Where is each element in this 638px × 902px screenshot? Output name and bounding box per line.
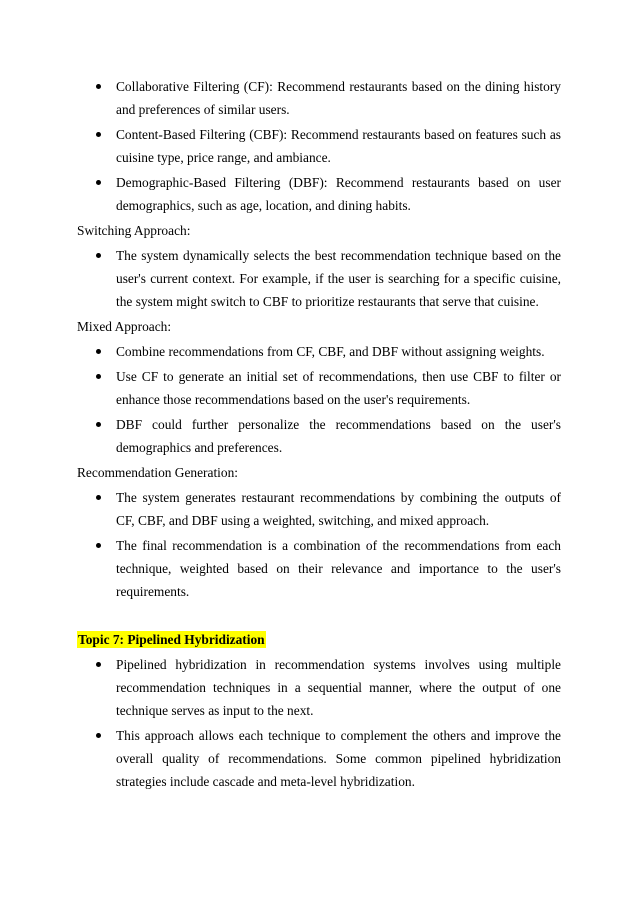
list-item: [77, 413, 561, 459]
bullet-icon: [96, 132, 101, 137]
bullet-icon: [96, 253, 101, 258]
bullet-icon: [96, 180, 101, 185]
list-item: [77, 75, 561, 121]
list-item: [77, 365, 561, 411]
list-item: [77, 340, 561, 363]
bullet-icon: [96, 374, 101, 379]
topic-7-title: Topic 7: Pipelined Hybridization: [78, 632, 265, 647]
list-item: [77, 534, 561, 603]
list-item: [77, 486, 561, 532]
list-item: [77, 171, 561, 217]
list-item-text: This approach allows each technique to complement the others and improve the overall quality of recommendations. Some common pipelined hybridization strategies include cascade and meta-level hybridization.: [116, 728, 561, 789]
bullet-icon: [96, 84, 101, 89]
bullet-icon: [96, 543, 101, 548]
mixed-approach-heading: Mixed Approach:: [77, 319, 172, 334]
list-item-text: Content-Based Filtering (CBF): Recommend restaurants based on features such as cuisine type, price range, and ambiance.: [116, 127, 561, 165]
list-item: [77, 123, 561, 169]
list-item: [77, 724, 561, 793]
list-item-text: The final recommendation is a combination of the recommendations from each technique, weighted based on their relevance and importance to the user's requirements.: [116, 538, 561, 599]
list-item-text: The system generates restaurant recommendations by combining the outputs of CF, CBF, and DBF using a weighted, switching, and mixed approach.: [116, 490, 561, 528]
list-item-text: Collaborative Filtering (CF): Recommend restaurants based on the dining history and preferences of similar users.: [116, 79, 561, 117]
list-item: [77, 244, 561, 313]
bullet-icon: [96, 349, 101, 354]
list-item: [77, 653, 561, 722]
topic-heading-line: [77, 628, 561, 651]
pipelined-hybridization-list: [77, 653, 561, 793]
bullet-icon: [96, 422, 101, 427]
switching-approach-heading: Switching Approach:: [77, 223, 191, 238]
list-item-text: Use CF to generate an initial set of recommendations, then use CBF to filter or enhance those recommendations based on the user's requirements.: [116, 369, 561, 407]
filtering-techniques-list: [77, 75, 561, 217]
bullet-icon: [96, 733, 101, 738]
switching-approach-list: [77, 244, 561, 313]
list-item-text: Demographic-Based Filtering (DBF): Recommend restaurants based on user demographics, such as age, location, and dining habits.: [116, 175, 561, 213]
page-content: [77, 75, 561, 795]
list-item-text: Combine recommendations from CF, CBF, and DBF without assigning weights.: [116, 344, 545, 359]
bullet-icon: [96, 662, 101, 667]
list-item-text: Pipelined hybridization in recommendation systems involves using multiple recommendation techniques in a sequential manner, where the output of one technique serves as input to the next.: [116, 657, 561, 718]
mixed-approach-list: [77, 340, 561, 459]
recommendation-generation-list: [77, 486, 561, 603]
bullet-icon: [96, 495, 101, 500]
recommendation-generation-heading: Recommendation Generation:: [77, 465, 239, 480]
list-item-text: The system dynamically selects the best recommendation technique based on the user's current context. For example, if the user is searching for a specific cuisine, the system might switch to CBF to prioritize restaurants that serve that cuisine.: [116, 248, 561, 309]
list-item-text: DBF could further personalize the recommendations based on the user's demographics and preferences.: [116, 417, 561, 455]
section-spacer: [77, 605, 561, 628]
